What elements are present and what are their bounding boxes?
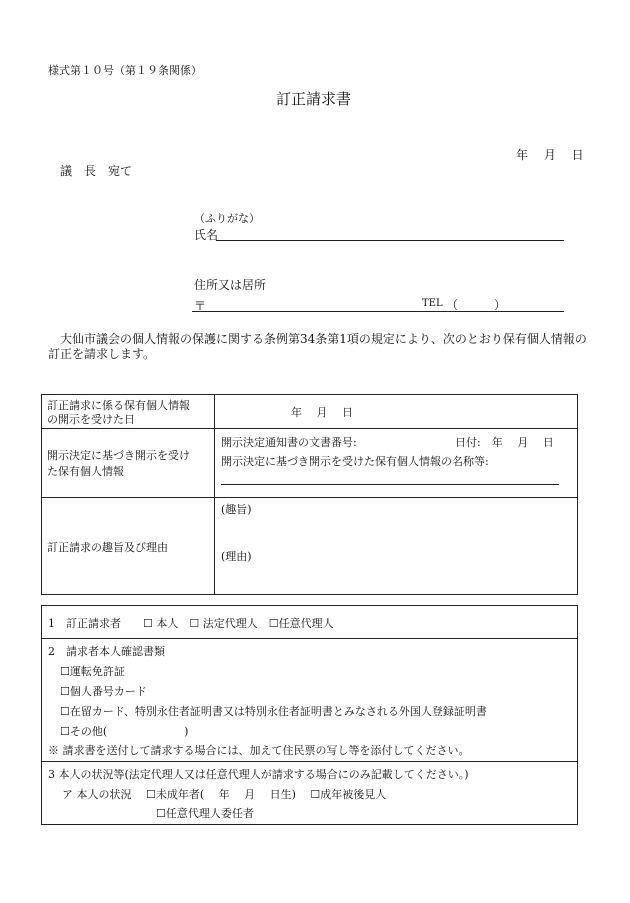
row1-label-line2: の開示を受けた日 (47, 413, 135, 426)
principal-status-line2[interactable]: ☐任意代理人委任者 (156, 807, 254, 820)
body-text-line1: 大仙市議会の個人情報の保護に関する条例第34条第1項の規定により、次のとおり保有個人情報の (60, 332, 587, 346)
principal-status-line1[interactable]: ア 本人の状況 ☐未成年者( 年 月 日生) ☐成年被後見人 (62, 788, 387, 801)
id-docs-note: ※ 請求書を送付して請求する場合には、加えて住民票の写し等を添付してください。 (48, 744, 470, 757)
postal-mark: 〒 (194, 299, 207, 313)
info-name-label: 開示決定に基づき開示を受けた保有個人情報の名称等: (221, 455, 489, 468)
name-field[interactable] (216, 240, 564, 241)
form-number: 様式第１０号（第１９条関係） (48, 64, 202, 77)
tel-parens: （ ） (446, 298, 507, 312)
furigana-label: （ふりがな） (194, 212, 260, 225)
page-title: 訂正請求書 (276, 90, 352, 108)
notice-date-label: 日付: 年 月 日 (455, 436, 554, 449)
row1-label-line1: 訂正請求に係る保有個人情報 (47, 399, 190, 412)
table-row (42, 429, 578, 498)
doc-number-label: 開示決定通知書の文書番号: (221, 436, 357, 449)
requester-type[interactable]: 1 訂正請求者 ☐ 本人 ☐ 法定代理人 ☐任意代理人 (48, 617, 334, 630)
table-row (42, 395, 578, 429)
id-doc-drivers-license[interactable]: ☐運転免許証 (60, 665, 125, 678)
id-doc-other[interactable]: ☐その他( ) (60, 725, 189, 738)
id-doc-mynumber-card[interactable]: ☐個人番号カード (60, 685, 147, 698)
request-details-table (41, 394, 578, 595)
info-name-field[interactable] (221, 484, 559, 485)
address-field[interactable] (192, 311, 564, 312)
address-label: 住所又は居所 (194, 278, 267, 292)
date-line: 年 月 日 (516, 148, 584, 162)
id-doc-residence-card[interactable]: ☐在留カード、特別永住者証明書又は特別永住者証明書とみなされる外国人登録証明書 (60, 705, 487, 718)
purpose-label: (趣旨) (221, 503, 252, 516)
disclosure-date[interactable]: 年 月 日 (291, 406, 353, 419)
row3-label: 訂正請求の趣旨及び理由 (47, 541, 168, 554)
table-row (42, 762, 578, 825)
addressee: 議 長 宛て (60, 164, 133, 178)
table-row (42, 606, 578, 639)
id-docs-title: 2 請求者本人確認書類 (48, 645, 165, 658)
reason-label: (理由) (221, 550, 252, 563)
table-row (42, 498, 578, 595)
table-row (42, 639, 578, 762)
body-text-line2: 訂正を請求します。 (48, 347, 156, 361)
principal-status-title: 3 本人の状況等(法定代理人又は任意代理人が請求する場合にのみ記載してください。) (48, 768, 469, 781)
name-label: 氏名 (194, 228, 219, 242)
row2-label-line1: 開示決定に基づき開示を受け (47, 449, 190, 462)
requester-info-table (41, 605, 578, 825)
tel-label: TEL (422, 298, 443, 309)
row2-label-line2: た保有個人情報 (47, 465, 124, 478)
